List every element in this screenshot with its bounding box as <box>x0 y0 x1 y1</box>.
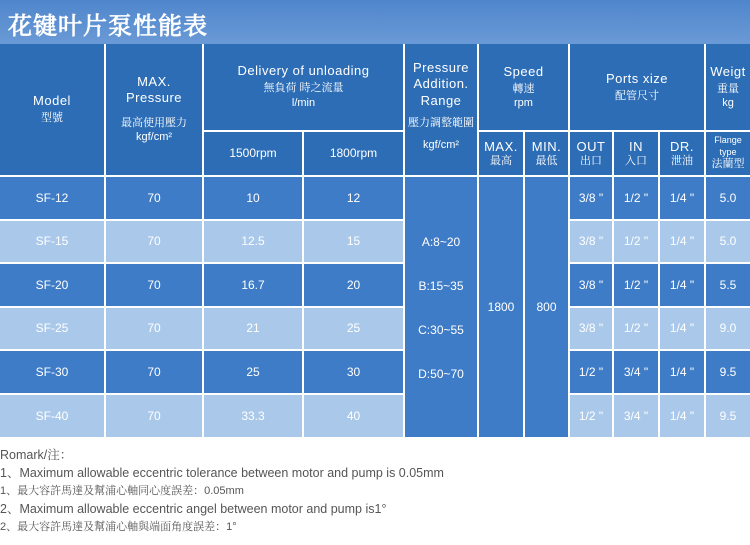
cell-pressure: 70 <box>106 177 202 219</box>
cell-port-dr: 1/4 " <box>660 395 704 437</box>
header-pressure-range: Pressure Addition. Range 壓力調整範圍 kgf/cm² <box>405 44 477 175</box>
header-delivery-1800: 1800rpm <box>304 132 403 175</box>
cell-delivery-1500: 10 <box>204 177 302 219</box>
header-delivery-1500: 1500rpm <box>204 132 302 175</box>
cell-port-dr: 1/4 " <box>660 221 704 262</box>
header-port-dr: DR. 泄油 <box>660 132 704 175</box>
cell-delivery-1800: 15 <box>304 221 403 262</box>
performance-table <box>0 44 750 437</box>
header-weight: Weigt 重量 kg <box>706 44 750 130</box>
header-speed-min: MIN. 最低 <box>525 132 568 175</box>
header-model: Model 型號 <box>0 44 104 175</box>
cell-port-in: 1/2 " <box>614 221 658 262</box>
header-weight-flange: Flange type 法蘭型 <box>706 132 750 175</box>
cell-pressure: 70 <box>106 351 202 393</box>
cell-delivery-1800: 40 <box>304 395 403 437</box>
title-banner <box>0 0 750 44</box>
header-ports: Ports xize 配管尺寸 <box>570 44 704 130</box>
cell-port-out: 3/8 " <box>570 221 612 262</box>
cell-delivery-1800: 30 <box>304 351 403 393</box>
cell-pressure: 70 <box>106 264 202 306</box>
remark-line: 1、最大容許馬達及幫浦心軸同心度誤差：0.05mm <box>0 485 244 497</box>
cell-model: SF-20 <box>0 264 104 306</box>
cell-delivery-1800: 25 <box>304 308 403 349</box>
cell-port-in: 3/4 " <box>614 351 658 393</box>
header-port-in: IN 入口 <box>614 132 658 175</box>
cell-delivery-1500: 33.3 <box>204 395 302 437</box>
cell-model: SF-15 <box>0 221 104 262</box>
cell-port-in: 3/4 " <box>614 395 658 437</box>
cell-model: SF-25 <box>0 308 104 349</box>
header-speed: Speed 轉速 rpm <box>479 44 568 130</box>
cell-pressure: 70 <box>106 395 202 437</box>
remarks <box>0 446 750 536</box>
cell-delivery-1500: 16.7 <box>204 264 302 306</box>
cell-delivery-1800: 20 <box>304 264 403 306</box>
cell-weight: 5.0 <box>706 221 750 262</box>
cell-model: SF-12 <box>0 177 104 219</box>
cell-model: SF-30 <box>0 351 104 393</box>
remark-line: 1、Maximum allowable eccentric tolerance between motor and pump is 0.05mm <box>0 466 444 480</box>
cell-port-dr: 1/4 " <box>660 177 704 219</box>
cell-pressure-ranges: A:8~20 B:15~35 C:30~55 D:50~70 <box>405 177 477 437</box>
cell-port-out: 1/2 " <box>570 395 612 437</box>
cell-delivery-1500: 12.5 <box>204 221 302 262</box>
cell-model: SF-40 <box>0 395 104 437</box>
cell-weight: 9.0 <box>706 308 750 349</box>
header-port-out: OUT 出口 <box>570 132 612 175</box>
cell-delivery-1500: 25 <box>204 351 302 393</box>
remark-line: 2、最大容許馬達及幫浦心軸與端面角度誤差：1° <box>0 521 237 533</box>
cell-port-dr: 1/4 " <box>660 308 704 349</box>
cell-port-in: 1/2 " <box>614 177 658 219</box>
cell-port-dr: 1/4 " <box>660 264 704 306</box>
cell-pressure: 70 <box>106 221 202 262</box>
cell-weight: 9.5 <box>706 351 750 393</box>
cell-weight: 5.5 <box>706 264 750 306</box>
remark-line: 2、Maximum allowable eccentric angel between motor and pump is1° <box>0 502 387 516</box>
cell-port-out: 1/2 " <box>570 351 612 393</box>
header-speed-max: MAX. 最高 <box>479 132 523 175</box>
cell-port-out: 3/8 " <box>570 308 612 349</box>
cell-speed-max: 1800 <box>479 177 523 437</box>
cell-pressure: 70 <box>106 308 202 349</box>
cell-port-dr: 1/4 " <box>660 351 704 393</box>
cell-port-out: 3/8 " <box>570 177 612 219</box>
cell-delivery-1500: 21 <box>204 308 302 349</box>
cell-port-out: 3/8 " <box>570 264 612 306</box>
header-pressure: MAX. Pressure 最高使用壓力 kgf/cm² <box>106 44 202 175</box>
remarks-title: Romark/注： <box>0 448 73 462</box>
cell-port-in: 1/2 " <box>614 308 658 349</box>
header-delivery: Delivery of unloading 無負荷 時之流量 l/min <box>204 44 403 130</box>
cell-weight: 9.5 <box>706 395 750 437</box>
cell-speed-min: 800 <box>525 177 568 437</box>
cell-delivery-1800: 12 <box>304 177 403 219</box>
page-title: 花键叶片泵性能表 <box>8 11 208 40</box>
cell-port-in: 1/2 " <box>614 264 658 306</box>
cell-weight: 5.0 <box>706 177 750 219</box>
